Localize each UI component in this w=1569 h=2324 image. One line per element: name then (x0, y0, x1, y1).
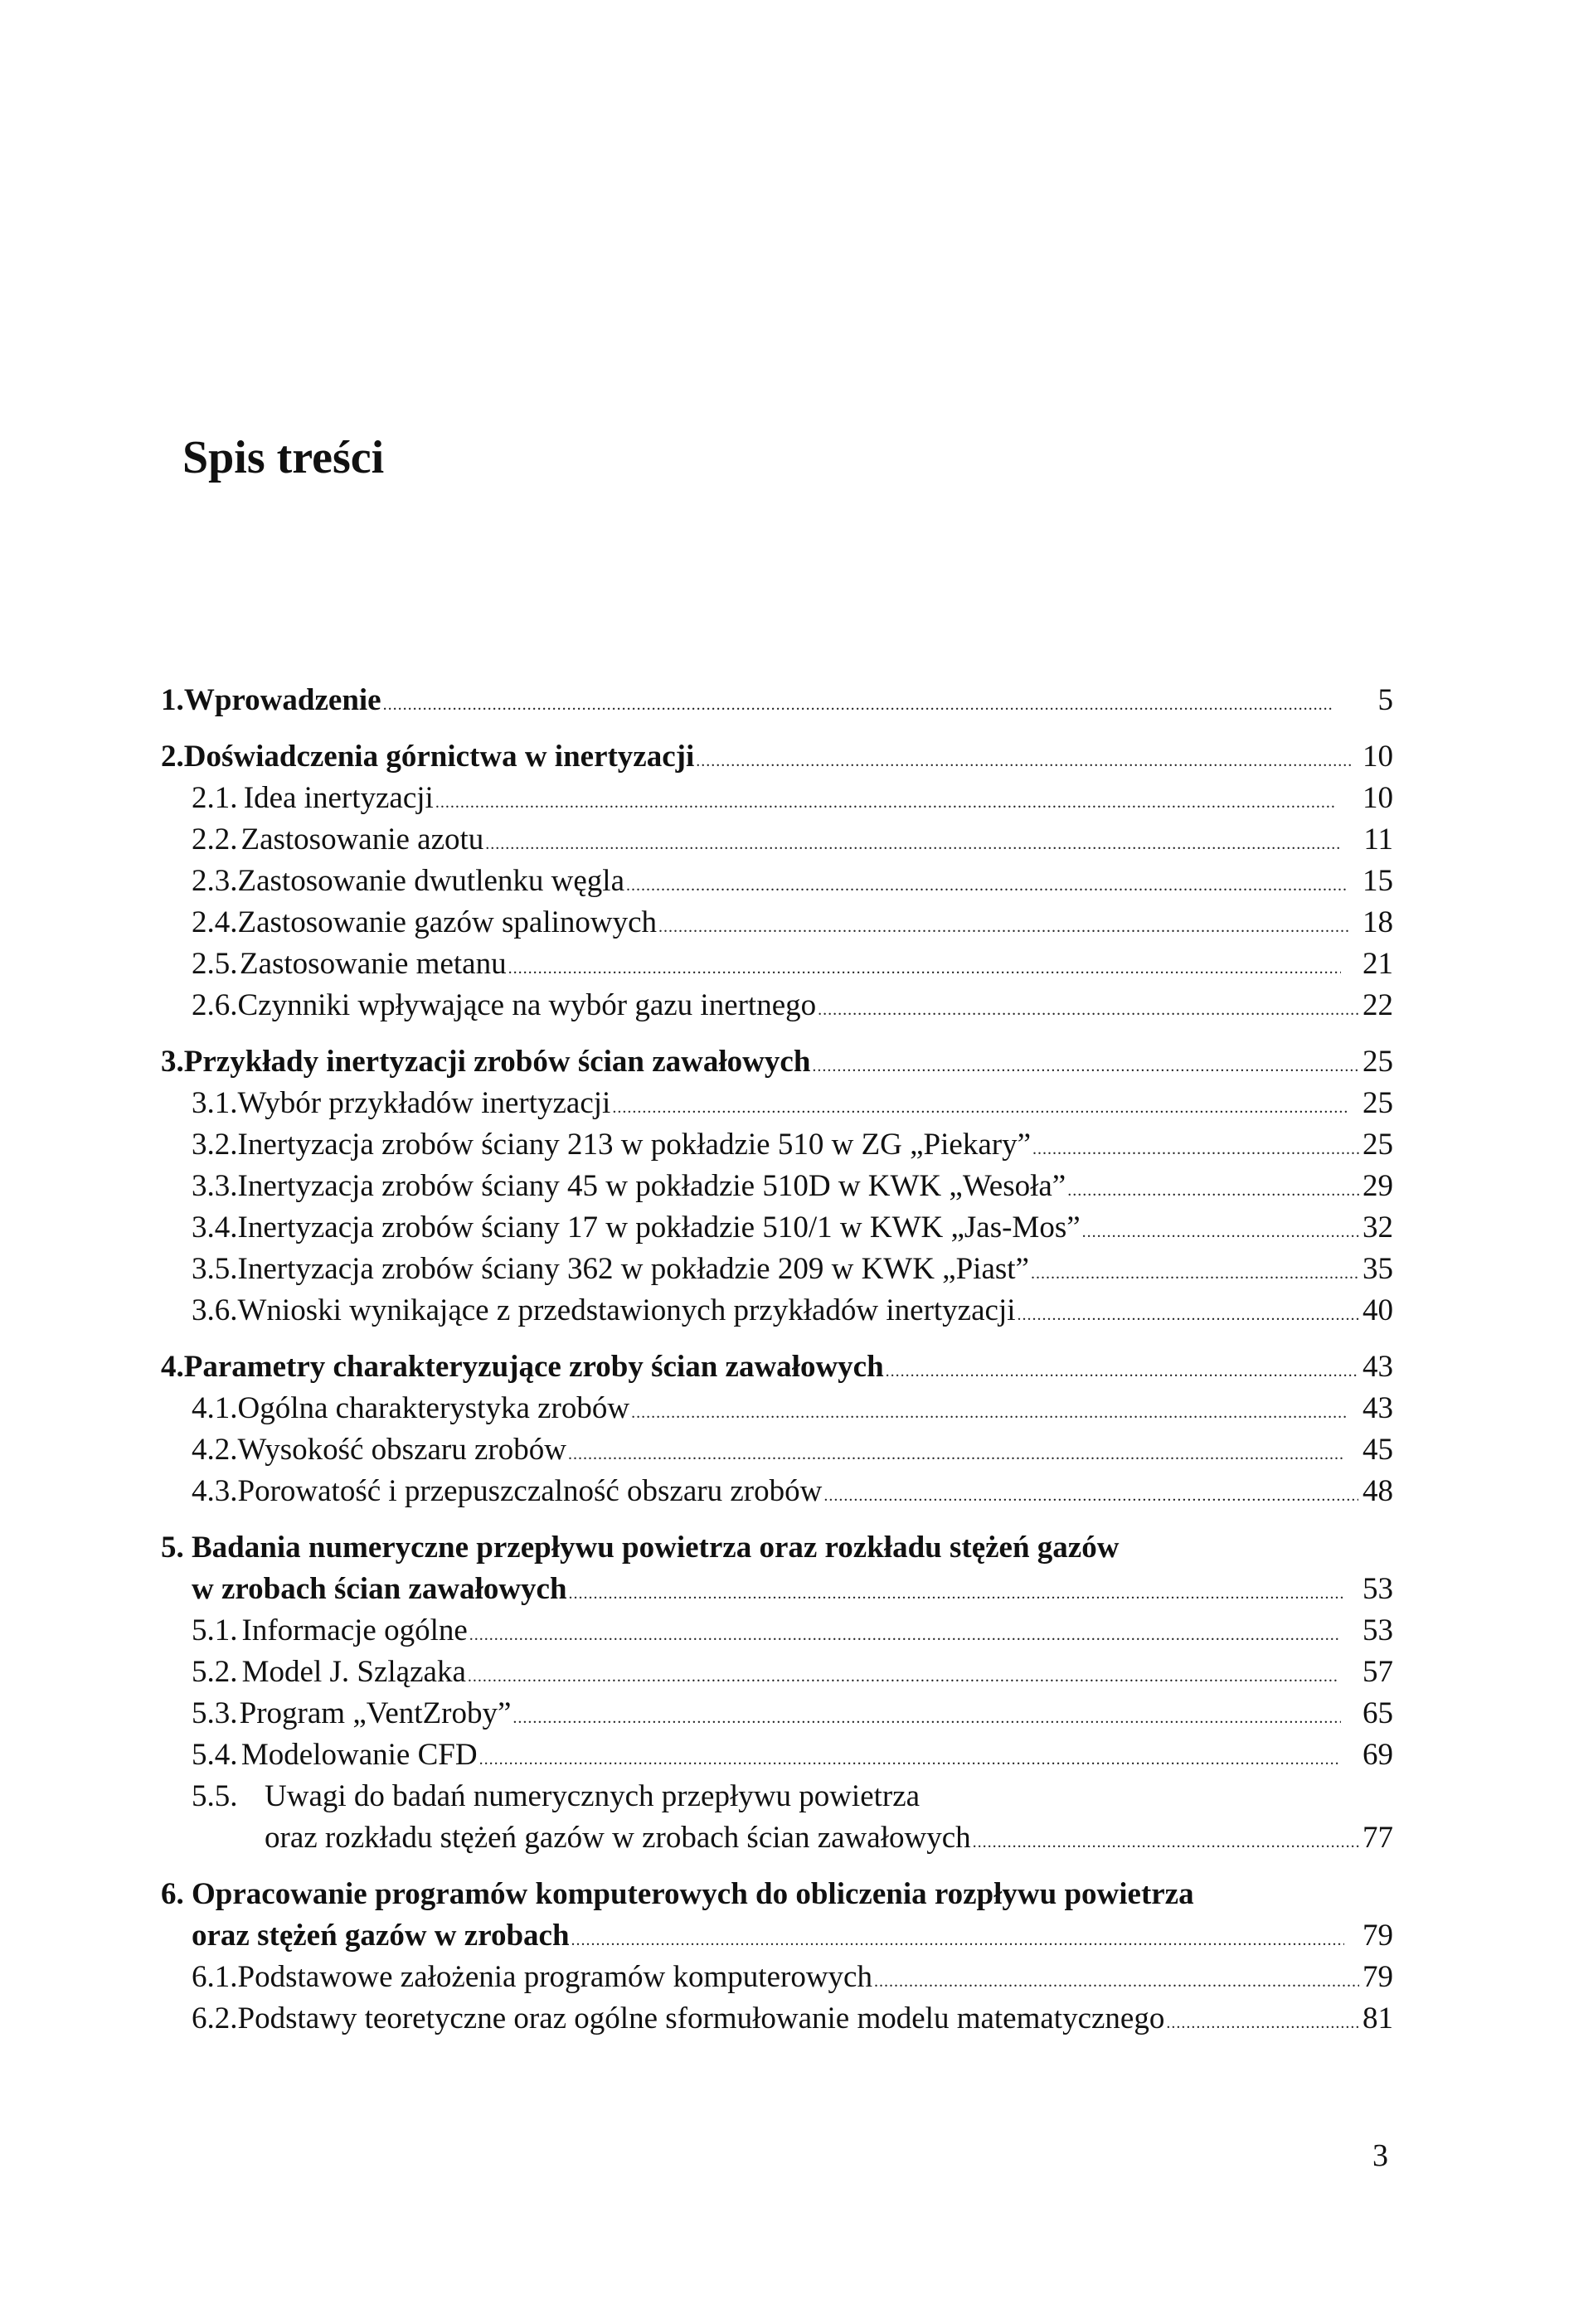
entry-page-number: 32 (1363, 1211, 1393, 1244)
toc-section-entry[interactable] (161, 1249, 1393, 1290)
toc-section-entry[interactable] (161, 861, 1393, 902)
dot-leader (479, 1739, 1339, 1780)
entry-page-number: 45 (1363, 1433, 1393, 1467)
toc-section-entry[interactable] (161, 1166, 1393, 1207)
toc-section-entry[interactable] (161, 985, 1393, 1026)
entry-title: Inertyzacja zrobów ściany 17 w pokładzie 510/1 w KWK „Jas-Mos” (237, 1211, 1081, 1244)
toc-chapter-entry[interactable] (161, 1915, 1393, 1957)
entry-page-number: 53 (1363, 1613, 1393, 1647)
entry-title: Zastosowanie dwutlenku węgla (237, 864, 624, 898)
entry-page-number: 57 (1363, 1655, 1393, 1689)
dot-leader (626, 865, 1348, 906)
entry-title: Wysokość obszaru zrobów (237, 1433, 566, 1467)
entry-number: 4.1. (192, 1391, 238, 1425)
entry-page-number: 79 (1363, 1919, 1393, 1953)
dot-leader (1166, 2002, 1359, 2044)
dot-leader (468, 1656, 1338, 1697)
entry-page-number: 29 (1363, 1169, 1393, 1203)
entry-title: Uwagi do badań numerycznych przepływu powietrza (265, 1779, 921, 1813)
dot-leader (1082, 1211, 1359, 1253)
entry-number: 3. (161, 1045, 184, 1079)
entry-title: oraz rozkładu stężeń gazów w zrobach ścian zawałowych (265, 1821, 971, 1855)
entry-page-number: 48 (1363, 1474, 1393, 1508)
toc-section-entry[interactable] (161, 1124, 1393, 1166)
entry-title: Podstawy teoretyczne oraz ogólne sformułowanie modelu matematycznego (237, 2001, 1165, 2035)
entry-title: Zastosowanie gazów spalinowych (237, 905, 658, 939)
entry-page-number: 25 (1363, 1128, 1393, 1162)
toc-section-entry[interactable] (161, 1957, 1393, 1998)
entry-number: 2. (161, 740, 184, 774)
toc-chapter-entry[interactable] (161, 1874, 1393, 1915)
entry-title: Inertyzacja zrobów ściany 45 w pokładzie 510D w KWK „Wesoła” (237, 1169, 1066, 1203)
toc-section-entry[interactable] (161, 1083, 1393, 1124)
toc-chapter-entry[interactable] (161, 1527, 1393, 1569)
entry-page-number: 11 (1363, 822, 1393, 856)
toc-section-entry[interactable] (161, 1817, 1393, 1859)
entry-page-number: 25 (1363, 1086, 1393, 1120)
entry-title: Inertyzacja zrobów ściany 213 w pokładzie 510 w ZG „Piekary” (237, 1128, 1032, 1162)
entry-page-number: 25 (1363, 1045, 1393, 1079)
dot-leader (1031, 1253, 1359, 1294)
entry-number: 6.1. (192, 1960, 238, 1994)
entry-number: 3.1. (192, 1086, 238, 1120)
entry-page-number: 15 (1363, 864, 1393, 898)
entry-number: 2.5. (192, 947, 238, 981)
entry-title: Wybór przykładów inertyzacji (237, 1086, 611, 1120)
entry-number: 2.1. (192, 781, 238, 815)
toc-section-entry[interactable] (161, 778, 1393, 819)
entry-title: Ogólna charakterystyka zrobów (237, 1391, 630, 1425)
toc-section-entry[interactable] (161, 1610, 1393, 1652)
entry-page-number: 43 (1363, 1391, 1393, 1425)
toc-section-entry[interactable] (161, 1471, 1393, 1512)
entry-title: Modelowanie CFD (240, 1738, 478, 1772)
entry-title: Porowatość i przepuszczalność obszaru zrobów (237, 1474, 823, 1508)
entry-title: Zastosowanie metanu (239, 947, 507, 981)
toc-section-entry[interactable] (161, 1693, 1393, 1735)
page-title: Spis treści (182, 432, 385, 483)
entry-number: 6. (161, 1877, 184, 1911)
dot-leader (696, 740, 1351, 782)
entry-title: Badania numeryczne przepływu powietrza oraz rozkładu stężeń gazów (192, 1531, 1120, 1565)
dot-leader (823, 1475, 1358, 1516)
entry-page-number: 10 (1363, 781, 1393, 815)
entry-title: oraz stężeń gazów w zrobach (192, 1919, 570, 1953)
dot-leader (1018, 1294, 1359, 1336)
dot-leader (571, 1919, 1344, 1961)
dot-leader (612, 1087, 1346, 1128)
toc-group (161, 1527, 1393, 1859)
entry-page-number: 10 (1363, 740, 1393, 774)
entry-page-number: 18 (1363, 905, 1393, 939)
toc-section-entry[interactable] (161, 1776, 1393, 1817)
entry-title: Model J. Szlązaka (241, 1655, 466, 1689)
dot-leader (874, 1961, 1359, 2002)
toc-chapter-entry[interactable] (161, 1041, 1393, 1083)
entry-page-number: 53 (1363, 1572, 1393, 1606)
toc-group (161, 1041, 1393, 1332)
dot-leader (569, 1573, 1344, 1614)
dot-leader (631, 1392, 1348, 1434)
entry-page-number: 22 (1363, 988, 1393, 1022)
entry-number: 4. (161, 1350, 184, 1384)
toc-section-entry[interactable] (161, 1735, 1393, 1776)
entry-title: Opracowanie programów komputerowych do obliczenia rozpływu powietrza (192, 1877, 1194, 1911)
entry-number: 2.2. (192, 822, 238, 856)
entry-title: Informacje ogólne (241, 1613, 468, 1647)
toc-group (161, 736, 1393, 1026)
dot-leader (812, 1046, 1358, 1087)
dot-leader (512, 1697, 1341, 1739)
toc-section-entry[interactable] (161, 944, 1393, 985)
entry-page-number: 69 (1363, 1738, 1393, 1772)
entry-number: 6.2. (192, 2001, 238, 2035)
toc-group (161, 1874, 1393, 2040)
entry-title: Wprowadzenie (183, 683, 381, 717)
entry-number: 3.2. (192, 1128, 238, 1162)
entry-title: Podstawowe założenia programów komputerowych (237, 1960, 872, 1994)
dot-leader (485, 823, 1339, 865)
dot-leader (818, 989, 1358, 1031)
toc-chapter-entry[interactable] (161, 1569, 1393, 1610)
entry-title: Program „VentZroby” (239, 1696, 512, 1730)
toc-chapter-entry[interactable] (161, 1346, 1393, 1388)
table-of-contents (161, 680, 1393, 2055)
entry-number: 5.4. (192, 1738, 238, 1772)
entry-page-number: 35 (1363, 1252, 1393, 1286)
toc-chapter-entry[interactable] (161, 736, 1393, 778)
toc-chapter-entry[interactable] (161, 680, 1393, 721)
toc-section-entry[interactable] (161, 1998, 1393, 2040)
toc-section-entry[interactable] (161, 1388, 1393, 1429)
page-number: 3 (1372, 2138, 1388, 2173)
entry-number: 5.5. (192, 1779, 238, 1813)
dot-leader (469, 1614, 1338, 1656)
entry-page-number: 40 (1363, 1293, 1393, 1327)
toc-section-entry[interactable] (161, 1429, 1393, 1471)
toc-section-entry[interactable] (161, 1652, 1393, 1693)
entry-number: 4.2. (192, 1433, 238, 1467)
entry-title: Idea inertyzacji (243, 781, 434, 815)
dot-leader (508, 948, 1341, 989)
entry-page-number: 77 (1363, 1821, 1393, 1855)
entry-title: Inertyzacja zrobów ściany 362 w pokładzie 209 w KWK „Piast” (237, 1252, 1029, 1286)
toc-section-entry[interactable] (161, 1290, 1393, 1332)
dot-leader (435, 782, 1337, 823)
entry-page-number: 21 (1363, 947, 1393, 981)
entry-number: 5. (161, 1531, 184, 1565)
entry-number: 4.3. (192, 1474, 238, 1508)
entry-page-number: 81 (1363, 2001, 1393, 2035)
entry-page-number: 65 (1362, 1696, 1393, 1730)
entry-number: 1. (161, 683, 184, 717)
toc-section-entry[interactable] (161, 819, 1393, 861)
toc-section-entry[interactable] (161, 902, 1393, 944)
entry-title: Doświadczenia górnictwa w inertyzacji (183, 740, 695, 774)
dot-leader (973, 1822, 1359, 1863)
entry-title: w zrobach ścian zawałowych (192, 1572, 567, 1606)
entry-number: 2.4. (192, 905, 238, 939)
dot-leader (383, 684, 1334, 725)
entry-title: Wnioski wynikające z przedstawionych przykładów inertyzacji (237, 1293, 1016, 1327)
dot-leader (886, 1351, 1359, 1392)
entry-title: Zastosowanie azotu (240, 822, 484, 856)
dot-leader (1032, 1128, 1359, 1170)
toc-group (161, 680, 1393, 721)
entry-number: 5.2. (192, 1655, 238, 1689)
dot-leader (1067, 1170, 1359, 1211)
entry-number: 3.3. (192, 1169, 238, 1203)
toc-group (161, 1346, 1393, 1512)
entry-title: Czynniki wpływające na wybór gazu inertnego (237, 988, 817, 1022)
toc-section-entry[interactable] (161, 1207, 1393, 1249)
entry-title: Przykłady inertyzacji zrobów ścian zawałowych (183, 1045, 811, 1079)
entry-number: 3.6. (192, 1293, 238, 1327)
entry-number: 5.3. (192, 1696, 238, 1730)
entry-page-number: 5 (1377, 683, 1393, 717)
dot-leader (568, 1434, 1344, 1475)
entry-page-number: 43 (1363, 1350, 1393, 1384)
entry-number: 3.4. (192, 1211, 238, 1244)
entry-number: 2.3. (192, 864, 238, 898)
entry-number: 5.1. (192, 1613, 238, 1647)
entry-number: 3.5. (192, 1252, 238, 1286)
dot-leader (658, 906, 1349, 948)
entry-page-number: 79 (1363, 1960, 1393, 1994)
entry-title: Parametry charakteryzujące zroby ścian zawałowych (183, 1350, 884, 1384)
entry-number: 2.6. (192, 988, 238, 1022)
